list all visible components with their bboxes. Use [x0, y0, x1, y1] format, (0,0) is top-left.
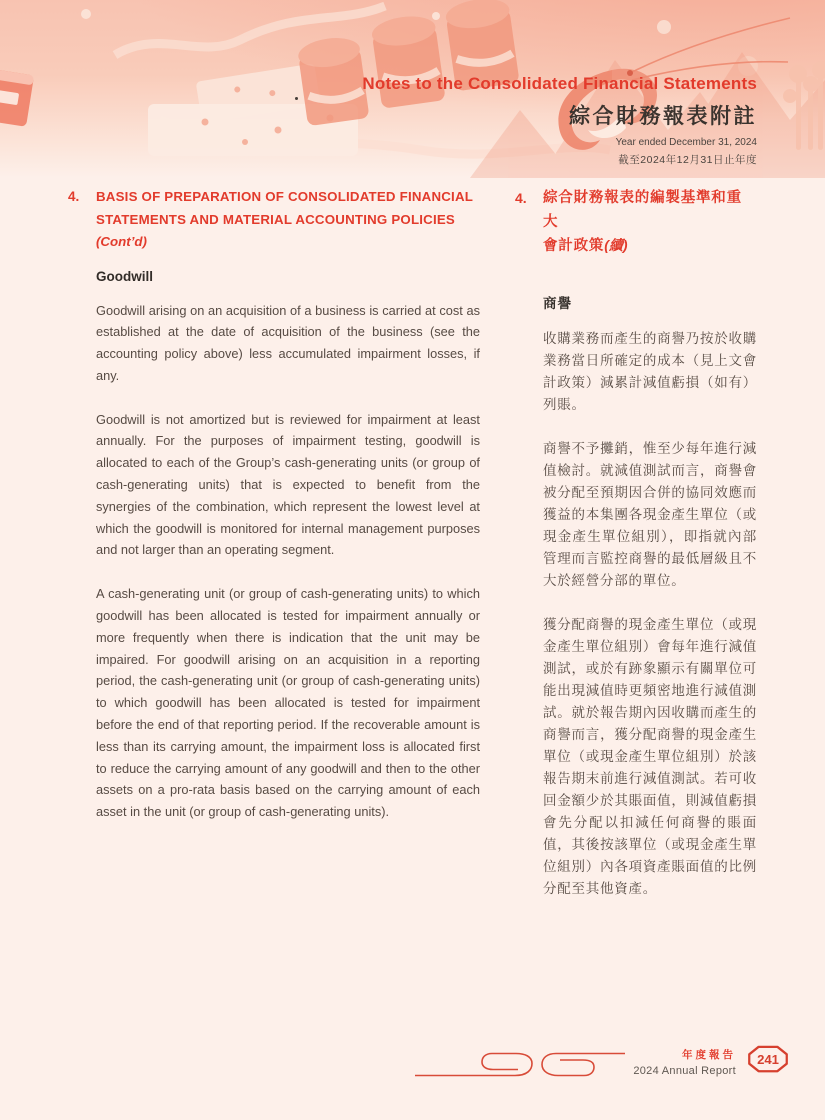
- takeout-box-icon: [0, 69, 34, 127]
- cloud-scroll-decoration: [415, 1046, 625, 1091]
- heading-line: BASIS OF PREPARATION OF CONSOLIDATED FINANCIAL: [96, 189, 474, 204]
- subheading-goodwill-en: Goodwill: [96, 268, 153, 284]
- paragraph-zh: 獲分配商譽的現金產生單位（或現金產生單位組別）會每年進行減值測試，或於有跡象顯示有關單位可能出現減值時更頻密地進行減值測試。就於報告期內因收購而產生的商譽而言，獲分配商譽的現金產生單位（或現金產生單位組別）於該報告期末前進行減值測試。若可收回金額少於其賬面值，則減值虧損會先分配以扣減任何商譽的賬面值，其後按該單位（或現金產生單位組別）內各項資產賬面值的比例分配至其他資產。: [543, 617, 757, 896]
- paragraph-zh: 收購業務而產生的商譽乃按於收購業務當日所確定的成本（見上文會計政策）減累計減值虧損（如有）列賬。: [543, 331, 757, 412]
- heading-line: 綜合財務報表的編製基準和重大: [543, 190, 742, 230]
- section-heading-en: [68, 186, 480, 254]
- heading-line: 會計政策: [543, 238, 605, 254]
- page-footer: [415, 1044, 790, 1091]
- contd-label-en: (Cont’d): [96, 234, 147, 249]
- column-english: [68, 186, 480, 900]
- paragraph-en: Goodwill is not amortized but is reviewed for impairment at least annually. For the purposes of impairment testing, goodwill is allocated to each of the Group’s cash-generating units (or group of cash-generating units) that is expected to benefit from the synergies of the combination, which represent the lowest level at which the goodwill is monitored for internal management purposes and not larger than an operating segment.: [96, 411, 480, 558]
- annual-report-label-zh: 年度報告: [682, 1049, 736, 1061]
- page-number: 241: [757, 1052, 779, 1068]
- note-content: [68, 186, 757, 900]
- paragraph-en: Goodwill arising on an acquisition of a business is carried at cost as established at the date of acquisition of the business (see the accounting policy above) less accumulated impairment losses, if any.: [96, 302, 480, 383]
- section-title-en: [96, 186, 480, 254]
- section-title-zh: [543, 186, 757, 258]
- paragraph-en: A cash-generating unit (or group of cash-generating units) to which goodwill has been allocated is tested for impairment annually or more frequently when there is indication that the unit may be impaired. For goodwill arising on an acquisition in a reporting period, the cash-generating unit (or group of cash-generating units) to which goodwill has been allocated is tested for impairment before the end of that reporting period. If the recoverable amount is less than its carrying amount, the impairment loss is allocated first to reduce the carrying amount of any goodwill and then to the other assets on a pro-rata basis based on the carrying amount of each asset in the unit (or group of cash-generating units).: [96, 586, 480, 820]
- page-title-en: Notes to the Consolidated Financial Statements: [362, 74, 757, 93]
- period-en: Year ended December 31, 2024: [615, 137, 757, 148]
- header-decorative-band: [0, 0, 825, 178]
- page-header: [362, 74, 757, 167]
- cloud-scroll-icon: [415, 1046, 625, 1086]
- page-number-badge: [746, 1044, 790, 1074]
- annual-report-label-en: 2024 Annual Report: [633, 1065, 736, 1077]
- section-heading-zh: [515, 186, 757, 258]
- page-title-zh: 綜合財務報表附註: [569, 105, 757, 128]
- section-body-en: [68, 269, 480, 824]
- stray-print-dot: [295, 97, 298, 100]
- period-zh: 截至2024年12月31日止年度: [618, 154, 757, 166]
- column-chinese: [515, 186, 757, 900]
- contd-label-zh: (續): [604, 237, 628, 253]
- subheading-goodwill-zh: 商譽: [543, 296, 572, 311]
- paragraph-zh: 商譽不予攤銷，惟至少每年進行減值檢討。就減值測試而言，商譽會被分配至預期因合併的協同效應而獲益的本集團各現金產生單位（或現金產生單位組別），即指就內部管理而言監控商譽的最低層級且不大於經營分部的單位。: [543, 441, 757, 588]
- section-number-zh: 4.: [515, 190, 527, 206]
- section-number-en: 4.: [68, 189, 80, 204]
- footer-report-label: [633, 1044, 736, 1077]
- section-body-zh: [515, 292, 757, 900]
- heading-line: STATEMENTS AND MATERIAL ACCOUNTING POLICIES: [96, 211, 455, 227]
